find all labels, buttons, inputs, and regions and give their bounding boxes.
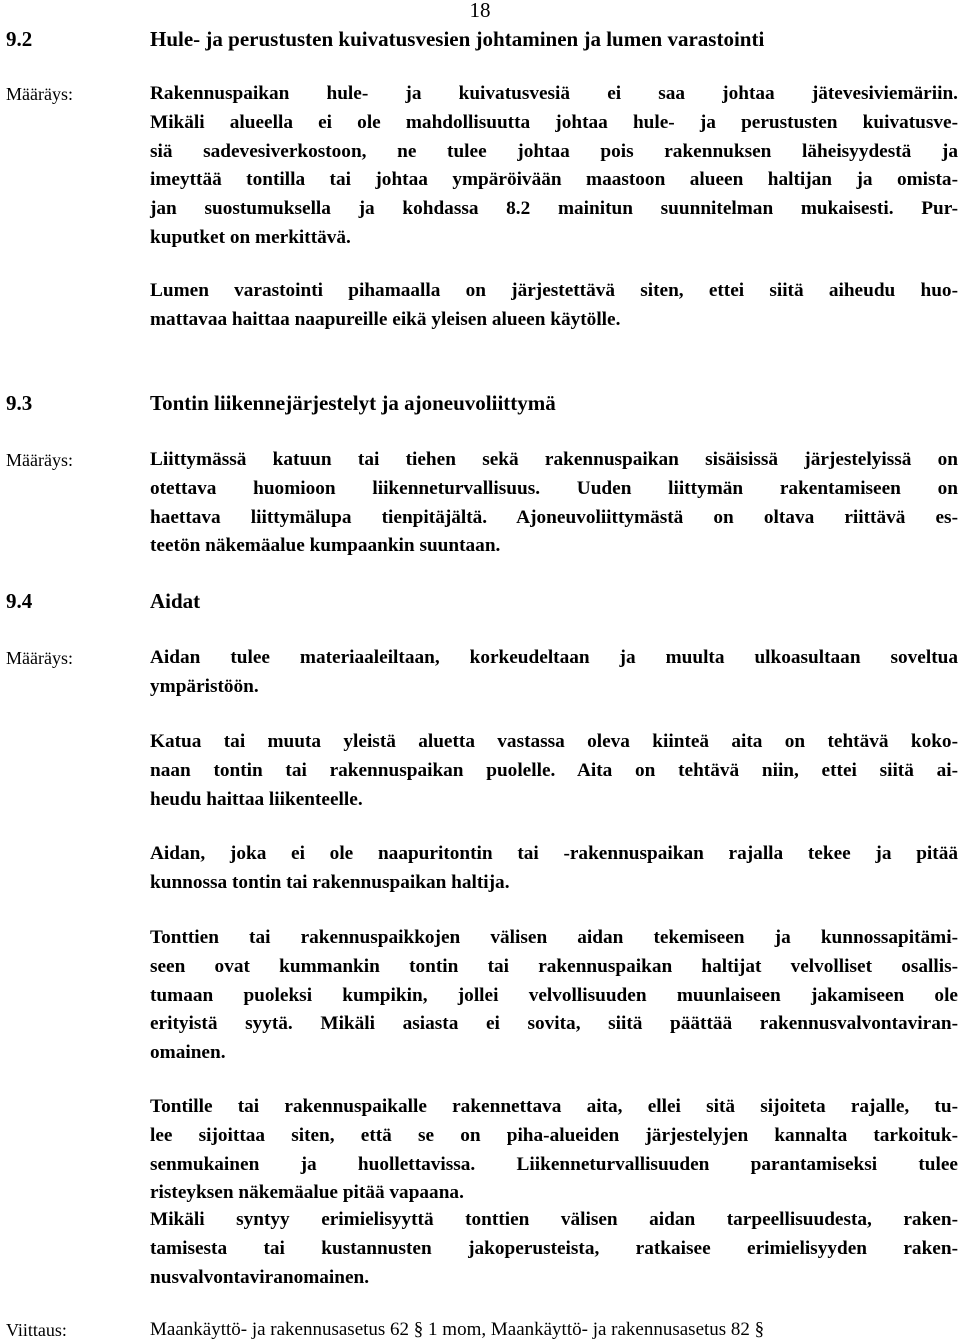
regulation-paragraph — [150, 1093, 958, 1208]
text-line: Katua tai muuta yleistä aluetta vastassa oleva kiinteä aita on tehtävä koko- — [150, 731, 958, 752]
text-line: omainen. — [150, 1042, 226, 1064]
text-line: seen ovat kummankin tontin tai rakennuspaikan haltijat velvolliset osallis- — [150, 955, 958, 977]
regulation-paragraph — [150, 924, 958, 1068]
regulation-paragraph — [150, 728, 958, 814]
reference-label: Viittaus: — [6, 1320, 67, 1340]
text-line: Aidan, joka ei ole naapuritontin tai -rakennuspaikan rajalla tekee ja pitää — [150, 843, 958, 864]
text-line: heudu haittaa liikenteelle. — [150, 788, 363, 810]
regulation-paragraph — [150, 644, 958, 702]
text-line: Mikäli alueella ei ole mahdollisuutta johtaa hule- ja perustusten kuivatusve- — [150, 111, 958, 133]
text-line: Liittymässä katuun tai tiehen sekä rakennuspaikan sisäisissä järjestelyissä on — [150, 449, 958, 470]
regulation-paragraph — [150, 1206, 958, 1292]
text-line: otettava huomioon liikenneturvallisuus. Uuden liittymän rakentamiseen on — [150, 477, 958, 499]
regulation-paragraph — [150, 446, 958, 561]
text-line: nusvalvontaviranomainen. — [150, 1266, 370, 1288]
text-line: ympäristöön. — [150, 675, 259, 697]
text-line: naan tontin tai rakennuspaikan puolelle. Aita on tehtävä niin, ettei siitä ai- — [150, 759, 958, 781]
text-line: Lumen varastointi pihamaalla on järjestettävä siten, ettei siitä aiheudu huo- — [150, 280, 958, 301]
text-line: lee sijoittaa siten, että se on piha-alueiden järjestelyjen kannalta tarkoituk- — [150, 1124, 958, 1146]
section-title: Hule- ja perustusten kuivatusvesien johtaminen ja lumen varastointi — [150, 27, 765, 51]
regulation-paragraph — [150, 840, 958, 898]
text-line: teetön näkemäalue kumpaankin suuntaan. — [150, 535, 501, 557]
section-title: Tontin liikennejärjestelyt ja ajoneuvoliittymä — [150, 391, 556, 415]
text-line: Rakennuspaikan hule- ja kuivatusvesiä ei saa johtaa jätevesiviemäriin. — [150, 83, 958, 104]
text-line: kuputket on merkittävä. — [150, 226, 351, 248]
text-line: tamisesta tai kustannusten jakoperusteista, ratkaisee erimielisyyden raken- — [150, 1237, 958, 1259]
text-line: mattavaa haittaa naapureille eikä yleisen alueen käytölle. — [150, 308, 621, 330]
text-line: haettava liittymälupa tienpitäjältä. Ajoneuvoliittymästä on oltava riittävä es- — [150, 506, 958, 528]
text-line: Tonttien tai rakennuspaikkojen välisen aidan tekemiseen ja kunnossapitämi- — [150, 927, 958, 948]
regulation-paragraph — [150, 80, 958, 253]
text-line: senmukainen ja huollettavissa. Liikenneturvallisuuden parantamiseksi tulee — [150, 1153, 958, 1175]
section-number: 9.4 — [6, 589, 33, 613]
text-line: risteyksen näkemäalue pitää vapaana. — [150, 1182, 464, 1204]
text-line: Mikäli syntyy erimielisyyttä tonttien välisen aidan tarpeellisuudesta, raken- — [150, 1209, 958, 1230]
regulation-label: Määräys: — [6, 84, 73, 104]
page-number: 18 — [469, 0, 491, 22]
text-line: Tontille tai rakennuspaikalle rakennettava aita, ellei sitä sijoiteta rajalle, tu- — [150, 1096, 958, 1117]
regulation-paragraph — [150, 277, 958, 335]
text-line: tumaan puoleksi kumpikin, jollei velvollisuuden muunlaiseen jakamiseen ole — [150, 984, 958, 1006]
text-line: imeyttää tontilla tai johtaa ympäröivään maastoon alueen haltijan ja omista- — [150, 169, 958, 191]
reference-text: Maankäyttö- ja rakennusasetus 62 § 1 mom, Maankäyttö- ja rakennusasetus 82 § — [150, 1319, 765, 1340]
text-line: Aidan tulee materiaaleiltaan, korkeudeltaan ja muulta ulkoasultaan soveltua — [150, 647, 958, 668]
text-line: siä sadevesiverkostoon, ne tulee johtaa pois rakennuksen läheisyydestä ja — [150, 140, 958, 162]
section-number: 9.3 — [6, 391, 33, 415]
text-line: erityistä syytä. Mikäli asiasta ei sovita, siitä päättää rakennusvalvontaviran- — [150, 1013, 958, 1035]
text-line: kunnossa tontin tai rakennuspaikan haltija. — [150, 871, 510, 893]
text-line: jan suostumuksella ja kohdassa 8.2 mainitun suunnitelman mukaisesti. Pur- — [150, 198, 958, 220]
regulation-label: Määräys: — [6, 648, 73, 668]
section-number: 9.2 — [6, 27, 33, 51]
regulation-label: Määräys: — [6, 450, 73, 470]
section-title: Aidat — [150, 589, 201, 613]
